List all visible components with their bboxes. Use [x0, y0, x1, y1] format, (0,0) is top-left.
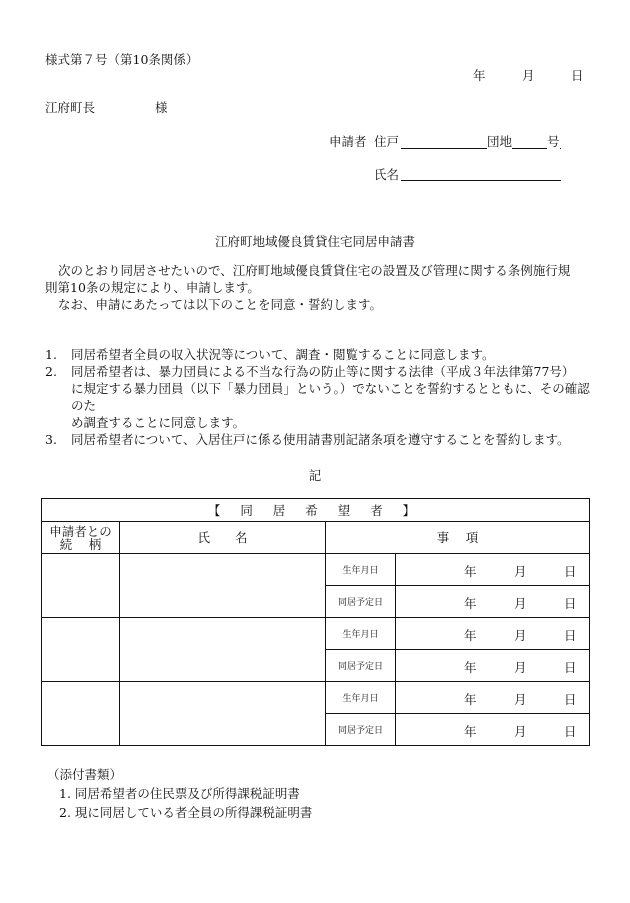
month-label: 月: [514, 660, 527, 675]
name-cell[interactable]: [120, 682, 326, 746]
name-cell[interactable]: [120, 618, 326, 682]
year-label: 年: [464, 596, 477, 611]
intro-line-3: なお、申請にあたっては以下のことを同意・誓約します。: [58, 297, 383, 312]
col-items-header: 事 項: [326, 522, 590, 554]
applicant-name-field[interactable]: [401, 166, 561, 181]
day-label: 日: [564, 660, 577, 675]
month-label: 月: [514, 692, 527, 707]
attachment-item-2: 2. 現に同居している者全員の所得課税証明書: [59, 805, 313, 820]
applicant-name-label: 氏名: [374, 167, 400, 182]
date-day-label: 日: [571, 68, 584, 83]
day-label: 日: [564, 564, 577, 579]
birth-date-cell[interactable]: [396, 554, 590, 586]
name-cell[interactable]: [120, 554, 326, 618]
consent-item-3: [45, 431, 590, 448]
year-label: 年: [464, 724, 477, 739]
table-row: [42, 682, 590, 714]
birth-date-cell[interactable]: [396, 618, 590, 650]
month-label: 月: [514, 628, 527, 643]
day-label: 日: [564, 724, 577, 739]
consent-num: 3.: [45, 432, 57, 447]
consent-num: 2.: [45, 364, 57, 379]
form-number: 様式第７号（第10条関係）: [45, 52, 199, 67]
applicant-address-field[interactable]: [401, 134, 561, 149]
year-label: 年: [464, 564, 477, 579]
birth-label: 生年月日: [326, 618, 396, 650]
intro-line-2: 則第10条の規定により、申請します。: [45, 280, 260, 295]
day-label: 日: [564, 692, 577, 707]
year-label: 年: [464, 628, 477, 643]
intro-line-1: 次のとおり同居させたいので、江府町地域優良賃貸住宅の設置及び管理に関する条例施行規: [58, 263, 571, 278]
addressee-mayor: 江府町長: [45, 100, 96, 115]
consent-text: 同居希望者について、入居住戸に係る使用請書別記諸条項を遵守することを誓約します。: [71, 432, 570, 447]
month-label: 月: [514, 596, 527, 611]
cohabit-label: 同居予定日: [326, 586, 396, 618]
consent-text: 同居希望者全員の収入状況等について、調査・閲覧することに同意します。: [71, 347, 495, 362]
date-month-label: 月: [522, 68, 535, 83]
consent-list: [45, 346, 590, 448]
consent-num: 1.: [45, 347, 57, 362]
relation-cell[interactable]: [42, 618, 120, 682]
consent-item-2: [45, 363, 590, 431]
col-relation-line2: 続 柄: [59, 536, 102, 552]
relation-cell[interactable]: [42, 554, 120, 618]
attachments-heading: （添付書類）: [47, 767, 123, 782]
attachments: [47, 765, 312, 822]
applicant-label: 申請者: [329, 134, 367, 149]
col-name-header: 氏 名: [120, 522, 326, 554]
consent-text: め調査することに同意します。: [71, 415, 246, 430]
addressee-sama: 様: [155, 100, 168, 115]
consent-item-1: [45, 346, 590, 363]
table-row: [42, 554, 590, 586]
table-row: [42, 618, 590, 650]
day-label: 日: [564, 596, 577, 611]
relation-cell[interactable]: [42, 682, 120, 746]
cohabitant-table: [41, 498, 590, 746]
applicant-go-label: 号: [547, 134, 560, 149]
year-label: 年: [464, 660, 477, 675]
applicant-danchi-label: 団地: [487, 134, 513, 149]
birth-date-cell[interactable]: [396, 682, 590, 714]
attachment-item-1: 1. 同居希望者の住民票及び所得課税証明書: [59, 786, 300, 801]
document-title: 江府町地域優良賃貸住宅同居申請書: [214, 234, 415, 249]
cohabit-date-cell[interactable]: [396, 650, 590, 682]
cohabit-label: 同居予定日: [326, 650, 396, 682]
col-relation-line1: 申請者との: [49, 523, 112, 539]
ki-label: 記: [308, 468, 322, 483]
day-label: 日: [564, 628, 577, 643]
cohabit-date-cell[interactable]: [396, 714, 590, 746]
cohabit-label: 同居予定日: [326, 714, 396, 746]
table-title: 【 同 居 希 望 者 】: [42, 499, 590, 522]
birth-label: 生年月日: [326, 682, 396, 714]
col-relation-header: [42, 522, 120, 554]
month-label: 月: [514, 564, 527, 579]
cohabit-date-cell[interactable]: [396, 586, 590, 618]
month-label: 月: [514, 724, 527, 739]
intro-paragraph: [45, 262, 590, 313]
consent-text: 同居希望者は、暴力団員による不当な行為の防止等に関する法律（平成３年法律第77号）: [71, 364, 575, 379]
applicant-address-label: 住戸: [374, 134, 400, 149]
year-label: 年: [464, 692, 477, 707]
date-year-label: 年: [473, 68, 486, 83]
consent-text: に規定する暴力団員（以下「暴力団員」という。）でないことを誓約するとともに、その確認のた: [71, 381, 590, 413]
birth-label: 生年月日: [326, 554, 396, 586]
